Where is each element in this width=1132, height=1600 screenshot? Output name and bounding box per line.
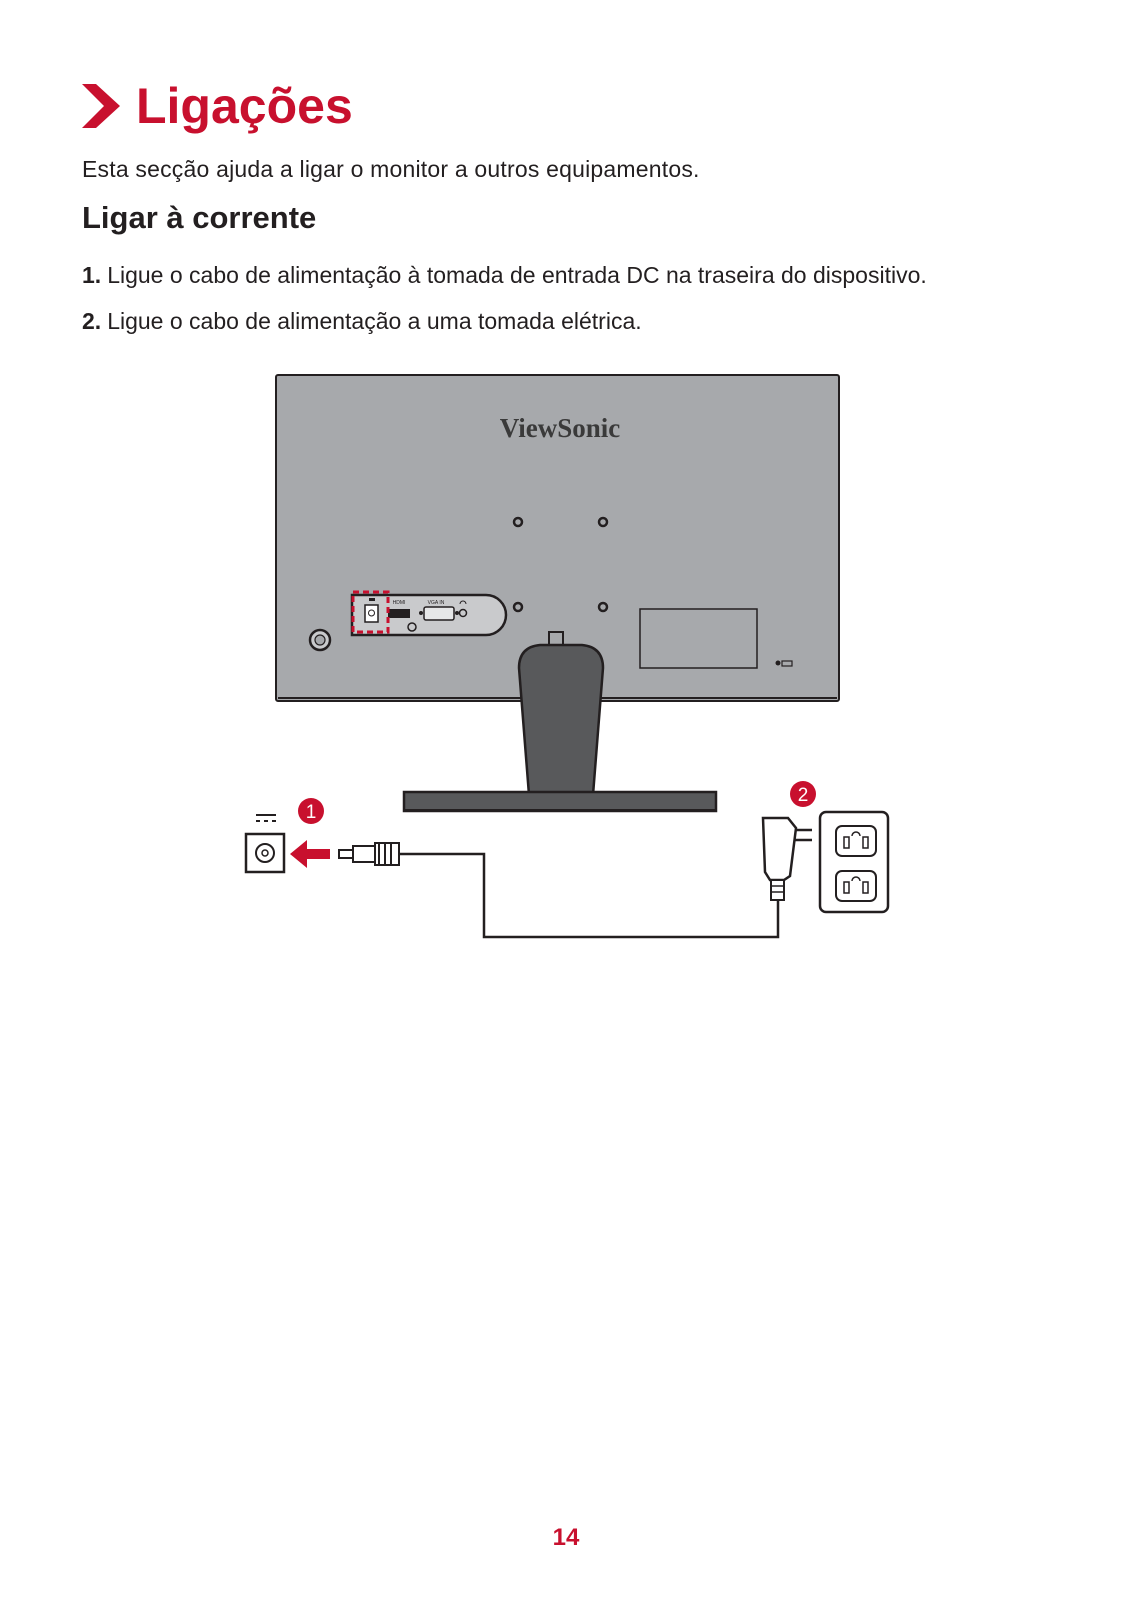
vga-label: VGA IN [427,600,445,606]
svg-text:2: 2 [797,785,809,806]
callout-1 [298,798,324,824]
monitor-stand [519,645,603,795]
brand-logo: ViewSonic [499,413,621,443]
page-number: 14 [552,1524,580,1551]
power-adapter [763,818,812,900]
step-number: 2. [82,308,102,334]
wall-outlet [820,812,888,912]
hdmi-label: HDMI [392,600,406,606]
callout-2 [790,781,816,807]
intro-text: Esta secção ajuda a ligar o monitor a outros equipamentos. [82,156,700,182]
step-text: Ligue o cabo de alimentação à tomada de entrada DC na traseira do dispositivo. [107,262,927,288]
step-text: Ligue o cabo de alimentação a uma tomada elétrica. [107,308,642,334]
hdmi-port [388,609,410,618]
dc-plug [339,843,399,865]
power-cable [399,854,778,937]
step-number: 1. [82,262,102,288]
stand-base [404,792,716,811]
section-heading: Ligar à corrente [82,200,317,235]
dc-input-symbol [246,815,284,872]
svg-text:1: 1 [305,802,317,823]
vga-port [424,607,454,620]
insert-arrow-icon [290,840,330,868]
page-title: Ligações [136,78,353,134]
dc-in-port [365,605,378,622]
